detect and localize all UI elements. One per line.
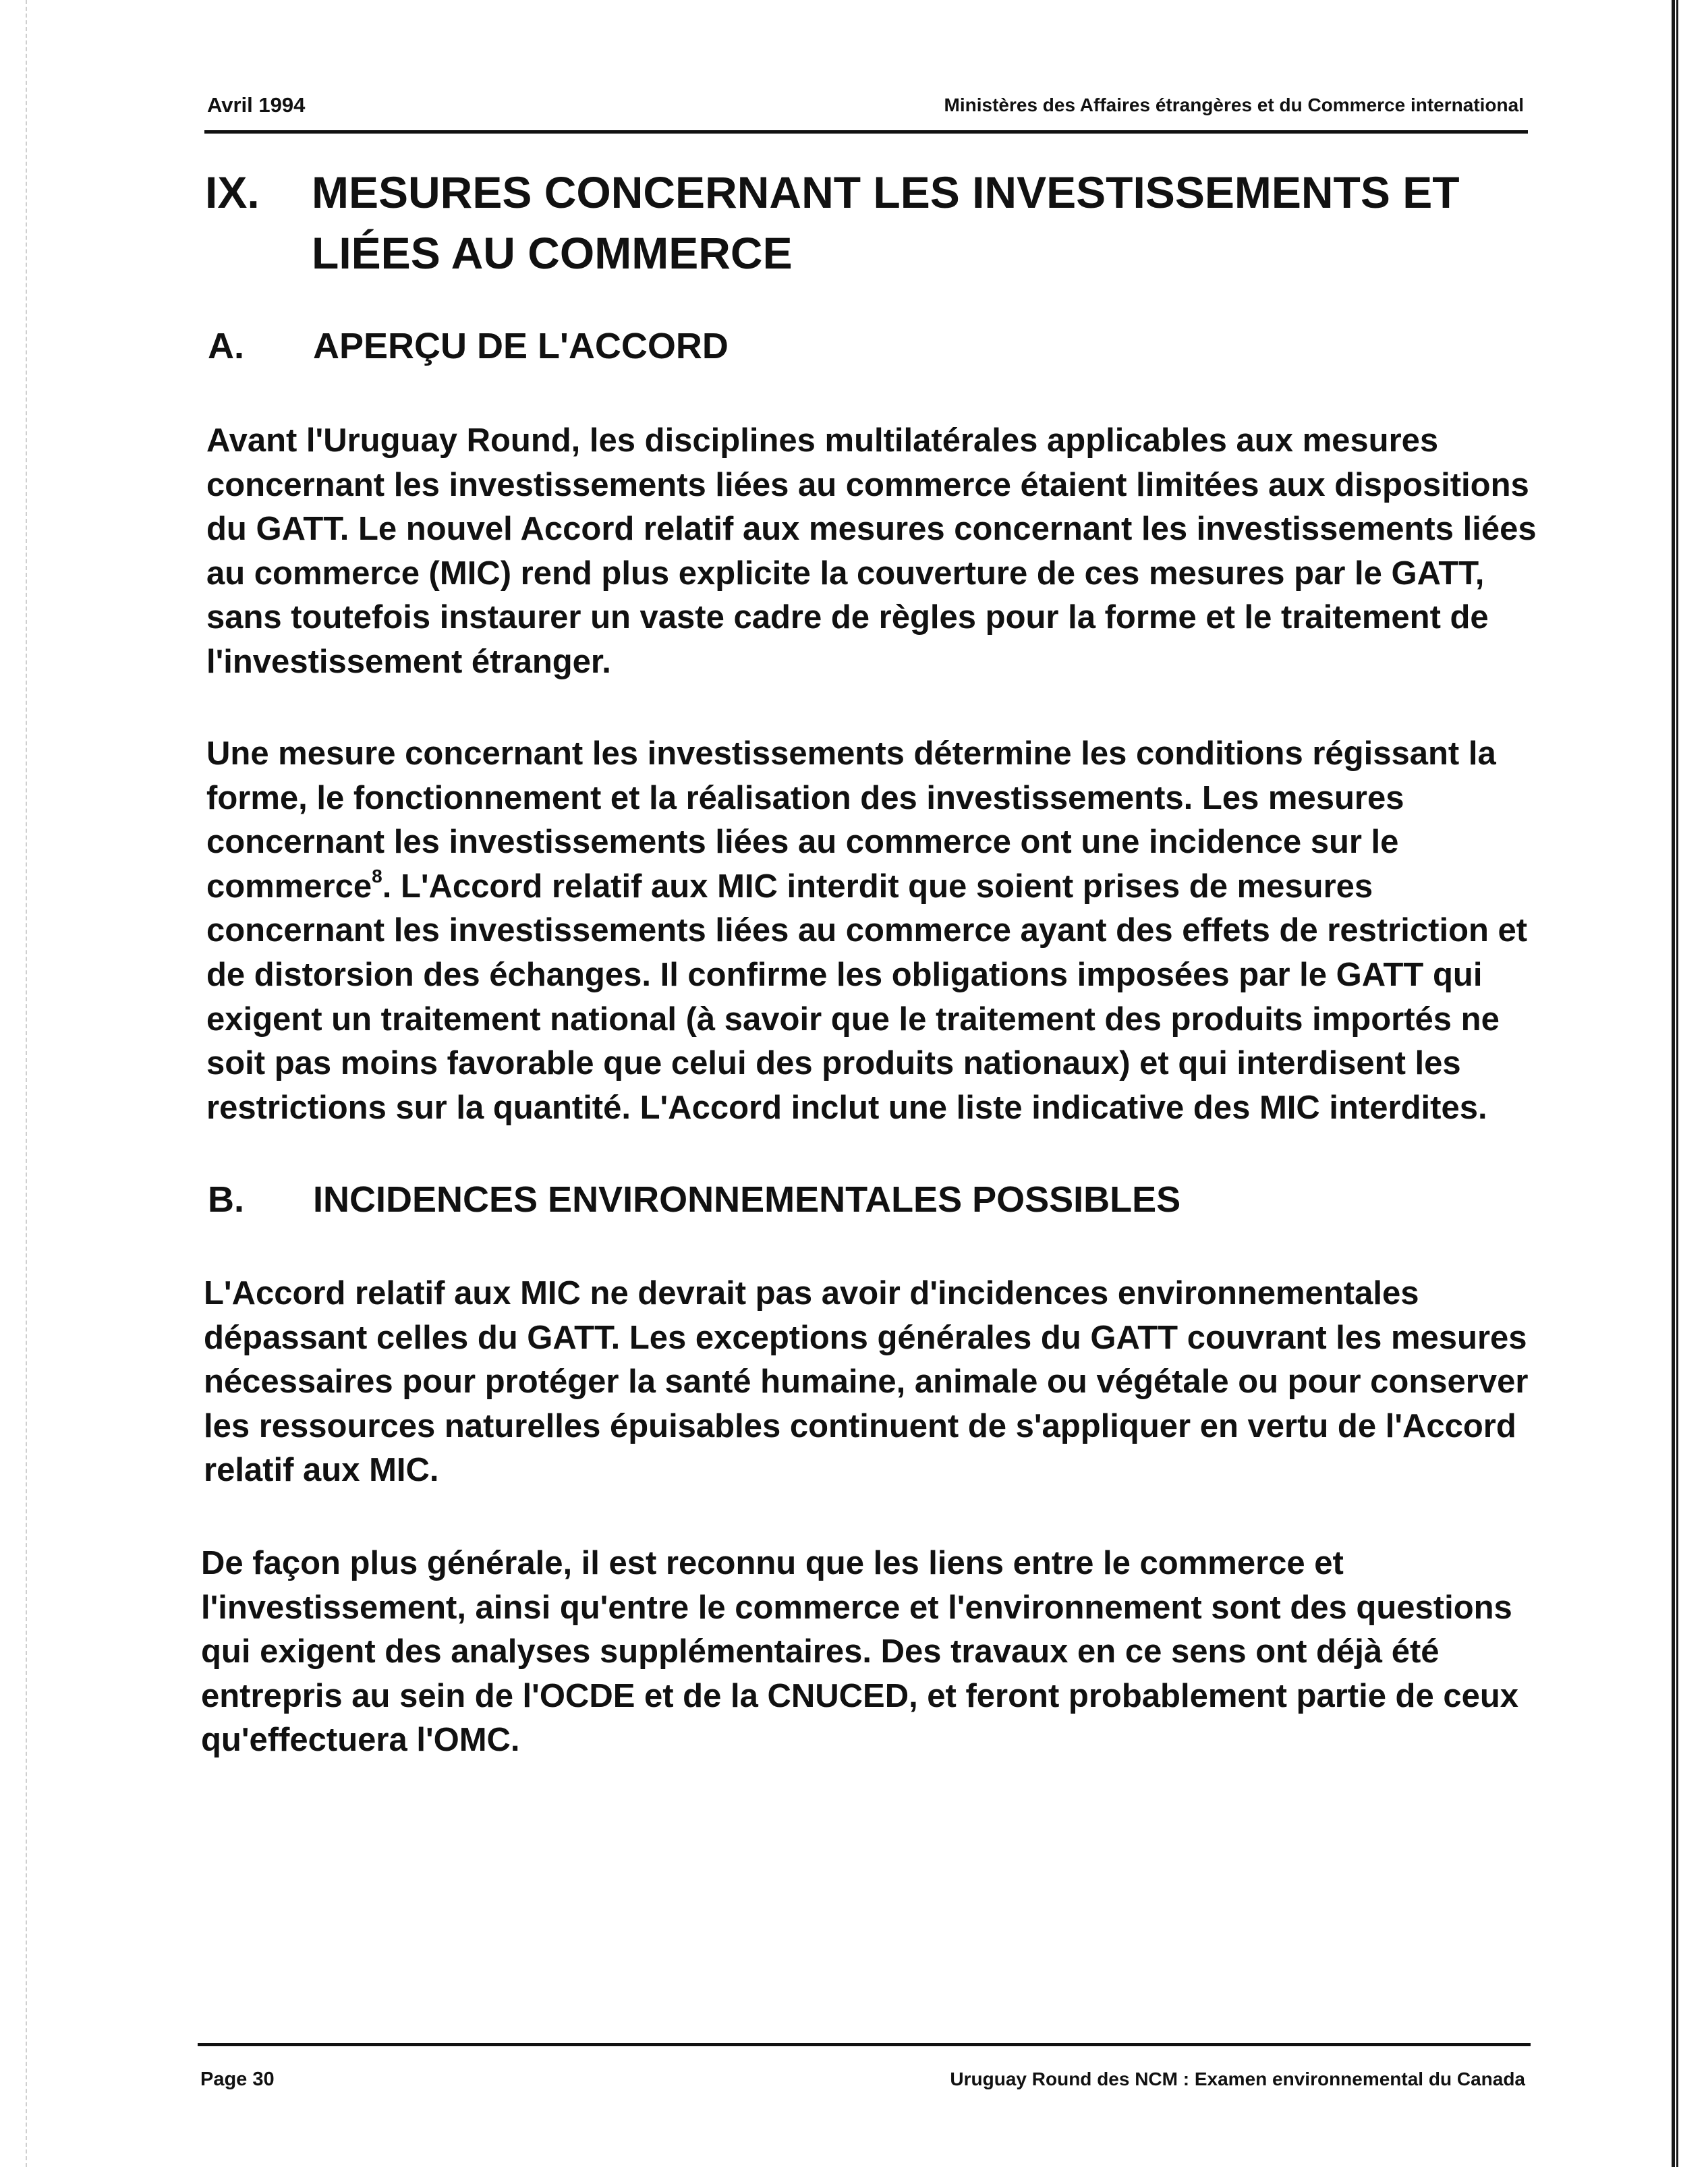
chapter-number: IX. — [205, 167, 260, 217]
section-a-title: APERÇU DE L'ACCORD — [313, 326, 729, 366]
section-b-paragraph-2: De façon plus générale, il est reconnu que les liens entre le commerce et l'investissement, ainsi qu'entre le commerce et l'environnement sont des questions qui exigent des analyses supplémentaires. Des travaux en ce sens ont déjà été entrepris au sein de l'OCDE et de la CNUCED, et feront probablement partie de ceux qu'effectuera l'OMC. — [201, 1545, 1519, 1759]
section-b-letter: B. — [208, 1179, 244, 1220]
page-header — [204, 93, 1528, 134]
section-a-letter: A. — [208, 326, 244, 366]
paragraph-2-text-end: . L'Accord relatif aux MIC interdit que soient prises de mesures concernant les investissements liées au commerce ayant des effets de restriction et de distorsion des échanges. Il confirme les obligations imposées par le GATT qui exigent un traitement national (à savoir que le traitement des produits importés ne soit pas moins favorable que celui des produits nationaux) et qui interdisent les restrictions sur la quantité. L'Accord inclut une liste indicative des MIC interdites. — [206, 868, 1528, 1126]
page-footer — [198, 2068, 1531, 2102]
section-b-title: INCIDENCES ENVIRONNEMENTALES POSSIBLES — [313, 1179, 1181, 1220]
section-b-paragraph-1: L'Accord relatif aux MIC ne devrait pas avoir d'incidences environnementales dépassant celles du GATT. Les exceptions générales du GATT couvrant les mesures nécessaires pour protéger la santé humaine, animale ou végétale ou pour conserver les ressources naturelles épuisables continuent de s'appliquer en vertu de l'Accord relatif aux MIC. — [204, 1275, 1529, 1489]
paragraph-2-text-start: Une mesure concernant les investissements détermine les conditions régissant la forme, le fonctionnement et la réalisation des investissements. Les mesures concernant les investissements liées au commerce ont une incidence sur le commerce — [206, 735, 1496, 905]
footnote-marker: 8 — [372, 865, 382, 886]
header-ministry: Ministères des Affaires étrangères et du Commerce international — [944, 94, 1524, 115]
header-date: Avril 1994 — [207, 93, 306, 117]
scan-left-edge — [26, 0, 27, 2167]
chapter-title: MESURES CONCERNANT LES INVESTISSEMENTS ET LIÉES AU COMMERCE — [312, 167, 1460, 278]
scan-right-edge — [1672, 0, 1678, 2167]
footer-publication: Uruguay Round des NCM : Examen environnemental du Canada — [950, 2068, 1525, 2089]
footer-page-number: Page 30 — [200, 2068, 275, 2090]
footer-rule — [198, 2043, 1531, 2046]
header-rule — [204, 130, 1528, 134]
section-a-paragraph-1: Avant l'Uruguay Round, les disciplines multilatérales applicables aux mesures concernant les investissements liées au commerce étaient limitées aux dispositions du GATT. Le nouvel Accord relatif aux mesures concernant les investissements liées au commerce (MIC) rend plus explicite la couverture de ces mesures par le GATT, sans toutefois instaurer un vaste cadre de règles pour la forme et le traitement de l'investissement étranger. — [206, 422, 1537, 680]
section-a-paragraph-2 — [206, 732, 1545, 1130]
